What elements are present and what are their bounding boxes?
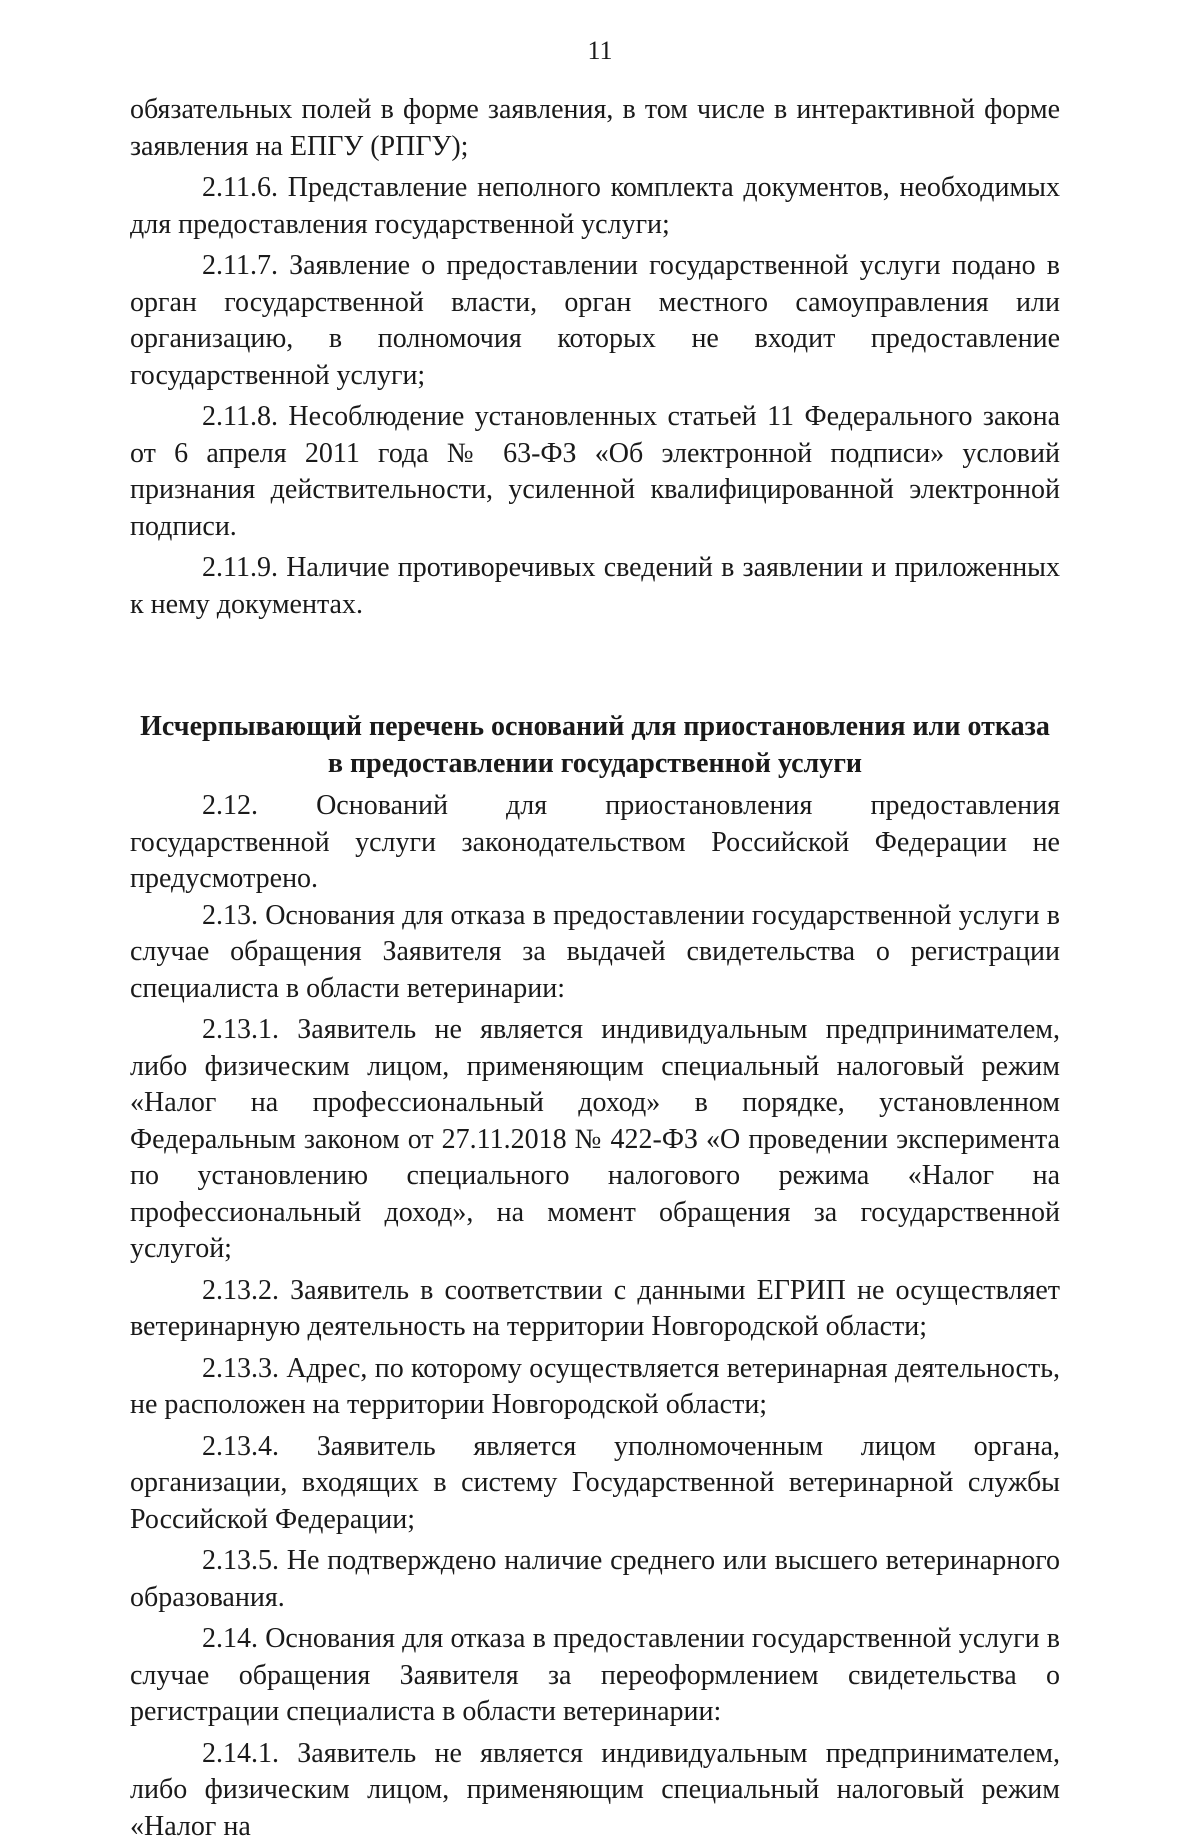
clause-2-13-3: 2.13.3. Адрес, по которому осуществляется ветеринарная деятельность, не расположен на территории Новгородской области; [130, 1351, 1060, 1424]
clause-2-12: 2.12. Оснований для приостановления предоставления государственной услуги законодательством Российской Федерации не предусмотрено. [130, 788, 1060, 898]
clause-2-14-1: 2.14.1. Заявитель не является индивидуальным предпринимателем, либо физическим лицом, применяющим специальный налоговый режим «Налог на [130, 1736, 1060, 1845]
clause-2-14: 2.14. Основания для отказа в предоставлении государственной услуги в случае обращения Заявителя за переоформлением свидетельства о регистрации специалиста в области ветеринарии: [130, 1621, 1060, 1731]
clause-2-11-7: 2.11.7. Заявление о предоставлении государственной услуги подано в орган государственной власти, орган местного самоуправления или организацию, в полномочия которых не входит предоставление государственной услуги; [130, 248, 1060, 394]
clause-2-11-9: 2.11.9. Наличие противоречивых сведений в заявлении и приложенных к нему документах. [130, 550, 1060, 623]
clause-2-13: 2.13. Основания для отказа в предоставлении государственной услуги в случае обращения Заявителя за выдачей свидетельства о регистрации специалиста в области ветеринарии: [130, 898, 1060, 1008]
section-body [130, 788, 1060, 1845]
clause-2-13-4: 2.13.4. Заявитель является уполномоченным лицом органа, организации, входящих в систему Государственной ветеринарной службы Российской Федерации; [130, 1429, 1060, 1539]
section-heading: Исчерпывающий перечень оснований для приостановления или отказа в предоставлении государственной услуги [130, 709, 1060, 782]
document-body [130, 92, 1060, 1845]
clause-2-13-2: 2.13.2. Заявитель в соответствии с данными ЕГРИП не осуществляет ветеринарную деятельность на территории Новгородской области; [130, 1273, 1060, 1346]
continuation-paragraph: обязательных полей в форме заявления, в том числе в интерактивной форме заявления на ЕПГУ (РПГУ); [130, 92, 1060, 165]
clause-2-13-1: 2.13.1. Заявитель не является индивидуальным предпринимателем, либо физическим лицом, применяющим специальный налоговый режим «Налог на профессиональный доход» в порядке, установленном Федеральным законом от 27.11.2018 № 422-ФЗ «О проведении эксперимента по установлению специального налогового режима «Налог на профессиональный доход», на момент обращения за государственной услугой; [130, 1012, 1060, 1268]
clause-2-11-6: 2.11.6. Представление неполного комплекта документов, необходимых для предоставления государственной услуги; [130, 170, 1060, 243]
clause-2-11-8: 2.11.8. Несоблюдение установленных статьей 11 Федерального закона от 6 апреля 2011 года № 63-ФЗ «Об электронной подписи» условий признания действительности, усиленной квалифицированной электронной подписи. [130, 399, 1060, 545]
page-number: 11 [0, 36, 1200, 66]
clause-2-13-5: 2.13.5. Не подтверждено наличие среднего или высшего ветеринарного образования. [130, 1543, 1060, 1616]
